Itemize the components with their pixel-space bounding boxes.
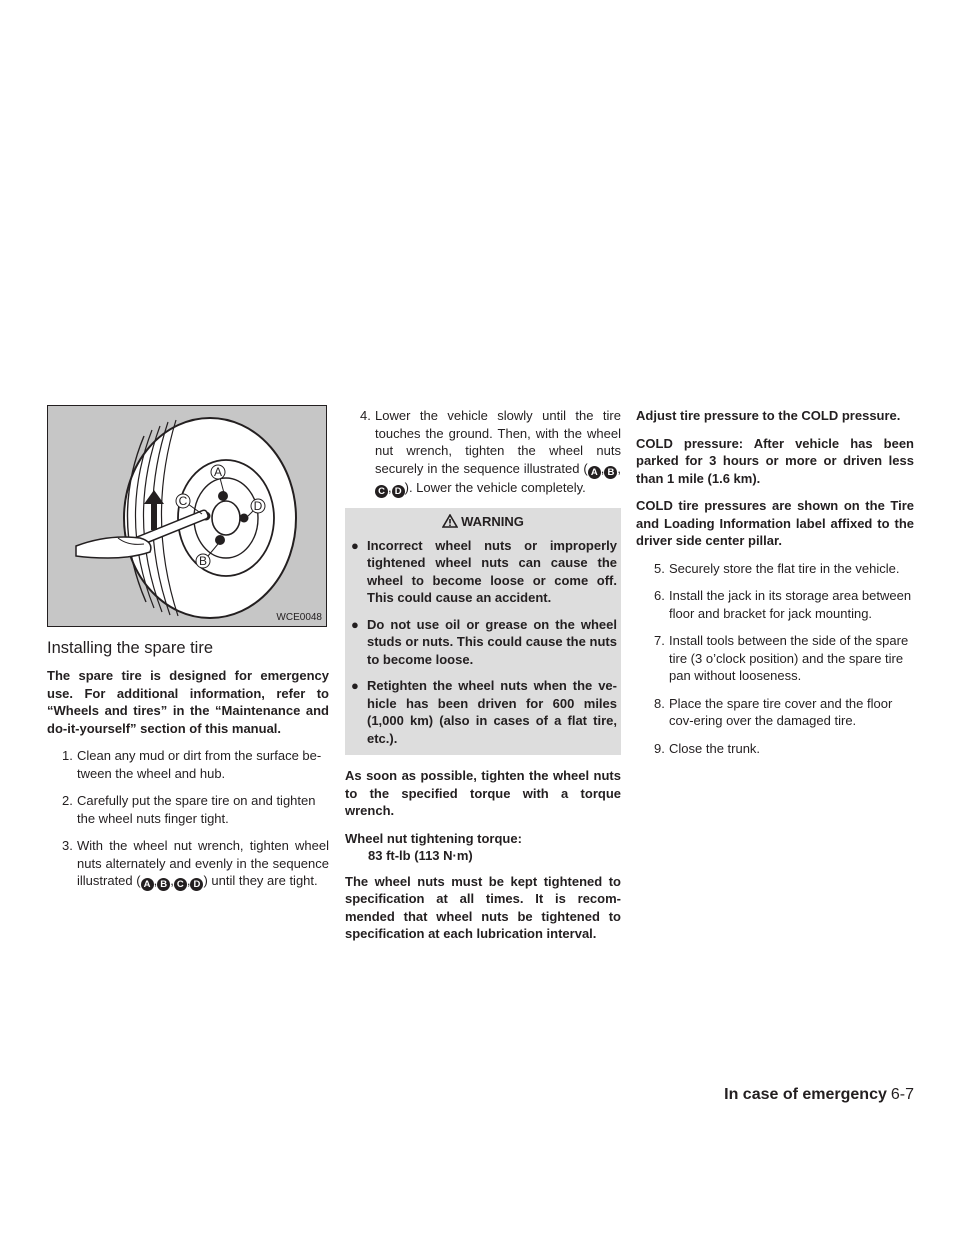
step-1: 1. Clean any mud or dirt from the surface be-tween the wheel and hub. — [62, 748, 322, 781]
fig-label-c: C — [178, 494, 188, 508]
seq-c-icon: C — [375, 485, 388, 498]
seq-a-icon: A — [141, 878, 154, 891]
step-5: 5. Securely store the flat tire in the vehicle. — [654, 560, 900, 576]
seq-b-icon: B — [157, 878, 170, 891]
pressure-label-info: COLD tire pressures are shown on the Tire and Loading Information label affixed to the driver side center pillar. — [636, 498, 914, 548]
seq-d-icon: D — [392, 485, 405, 498]
warning-item: ● Incorrect wheel nuts or improperly tightened wheel nuts can cause the wheel to become loose or come off. This could cause an accident. — [351, 537, 617, 605]
step-4: 4. Lower the vehicle slowly until the tire touches the ground. Then, with the wheel nut wrench, tighten the wheel nuts securely in the sequence illustrated ( A , B ,C , D ). Lower the vehicle completely. — [360, 408, 621, 497]
step-3: 3. With the wheel nut wrench, tighten wheel nuts alternately and evenly in the sequence illustrated ( A , B , C , D ) until they are tight. — [62, 838, 329, 890]
torque-asap: As soon as possible, tighten the wheel nuts to the specified torque with a torque wrench. — [345, 768, 621, 818]
warning-triangle-icon — [442, 514, 458, 528]
step-9: 9. Close the trunk. — [654, 740, 761, 756]
warning-heading: WARNING — [349, 508, 617, 531]
step-7: 7. Install tools between the side of the spare tire (3 o’clock position) and the spare tire pan without looseness. — [654, 633, 909, 683]
page-number: 6-7 — [890, 1086, 914, 1103]
warning-box — [345, 508, 621, 756]
section-intro: The spare tire is designed for emergency use. For additional information, refer to “Wheels and tires” in the “Maintenance and do-it-yourself” section of this manual. — [47, 668, 329, 736]
spare-tire-figure — [47, 405, 327, 627]
figure-code: WCE0048 — [276, 612, 322, 623]
column-middle — [345, 407, 621, 953]
warning-item: ● Retighten the wheel nuts when the ve-hicle has been driven for 600 miles (1,000 km) (also in cases of a flat tire, etc.). — [351, 678, 617, 746]
page-footer — [724, 1085, 914, 1105]
adjust-pressure: Adjust tire pressure to the COLD pressure. — [636, 408, 901, 423]
tire-illustration — [48, 406, 328, 628]
torque-value: 83 ft-lb (113 N·m) — [368, 848, 473, 863]
step-8: 8. Place the spare tire cover and the floor cov-ering over the damaged tire. — [654, 695, 893, 728]
column-right — [636, 407, 914, 767]
fig-label-a: A — [213, 465, 223, 479]
section-title: Installing the spare tire — [47, 639, 214, 657]
column-left — [47, 405, 329, 901]
step-6: 6. Install the jack in its storage area between floor and bracket for jack mounting. — [654, 588, 912, 621]
step-2: 2. Carefully put the spare tire on and tighten the wheel nuts finger tight. — [62, 793, 316, 826]
seq-c-icon: C — [174, 878, 187, 891]
warning-item: ● Do not use oil or grease on the wheel studs or nuts. This could cause the nuts to become loose. — [351, 616, 617, 667]
footer-section: In case of emergency — [724, 1086, 887, 1103]
torque-spec — [345, 830, 621, 865]
torque-note: The wheel nuts must be kept tightened to specification at all times. It is recom-mended that wheel nuts be tightened to specification at each lubrication interval. — [345, 873, 621, 941]
seq-b-icon: B — [604, 466, 617, 479]
fig-label-b: B — [198, 554, 208, 568]
cold-pressure-definition: COLD pressure: After vehicle has been parked for 3 hours or more or driven less than 1 mile (1.6 km). — [636, 435, 914, 486]
seq-d-icon: D — [190, 878, 203, 891]
fig-label-d: D — [253, 499, 263, 513]
torque-label: Wheel nut tightening torque: — [345, 830, 522, 846]
seq-a-icon: A — [588, 466, 601, 479]
